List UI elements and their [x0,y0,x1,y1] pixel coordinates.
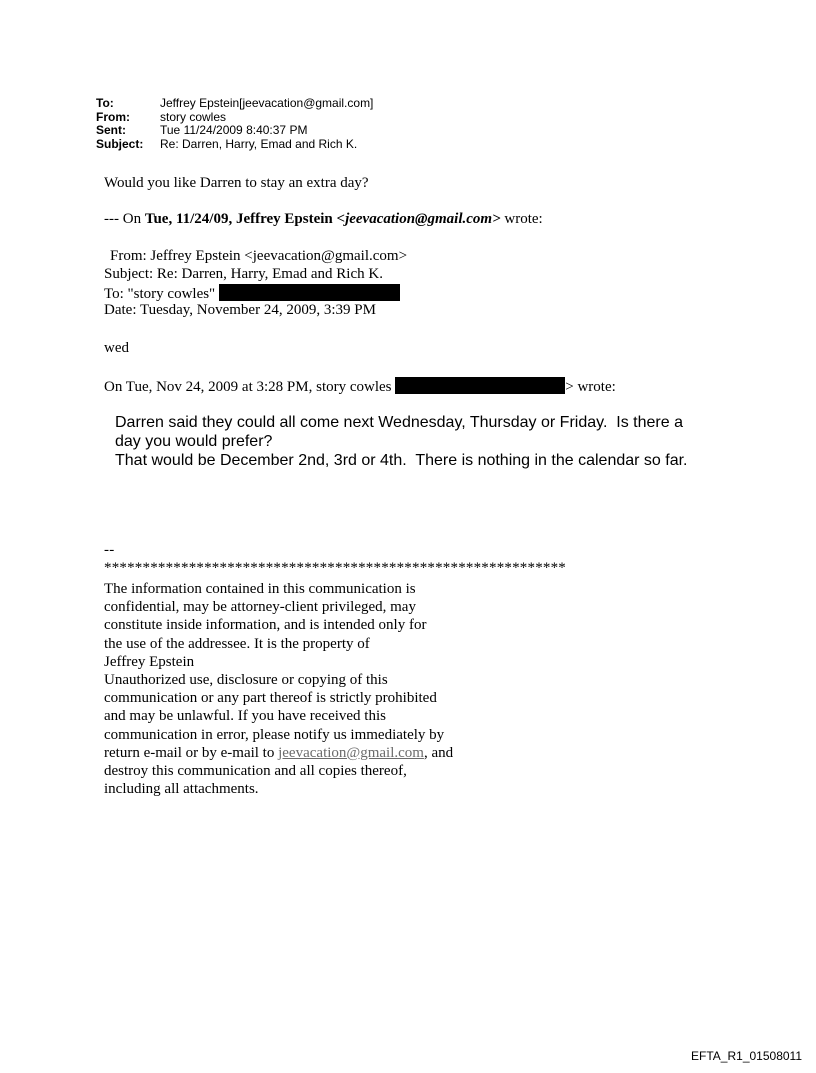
quoted-to [104,284,400,303]
header-to-row [96,97,373,111]
sent-label: Sent: [96,123,126,137]
quote-line-3: That would be December 2nd, 3rd or 4th. There is nothing in the calendar so far. [115,452,688,469]
disclaimer-line: and may be unlawful. If you have received this [104,708,386,725]
signature-dash: -- [104,542,115,558]
quote-line-2: day you would prefer? [115,433,273,450]
disclaimer-line: Unauthorized use, disclosure or copying of this [104,672,388,689]
to-value: Jeffrey Epstein[jeevacation@gmail.com] [160,96,374,110]
disclaimer-line-suffix: , and [423,744,454,761]
disclaimer-line: including all attachments. [104,781,259,798]
redaction-bar [395,377,565,394]
quoted-to-text: To: "story cowles" [104,286,216,302]
from-value: story cowles [160,109,227,124]
email-link[interactable]: jeevacation@gmail.com [278,744,424,761]
quoted-date: Date: Tuesday, November 24, 2009, 3:39 PM [104,302,376,318]
quoted-intro-bold: Tue, 11/24/09, Jeffrey Epstein [144,211,337,227]
subject-value: Re: Darren, Harry, Emad and Rich K. [160,136,358,151]
wed-text: wed [104,340,129,356]
disclaimer-line: the use of the addressee. It is the property of [104,635,370,652]
quoted-intro [104,211,543,228]
quoted-subject: Subject: Re: Darren, Harry, Emad and Rich K. [104,266,383,282]
signature-stars: ************************************************************ [104,560,566,576]
on-wrote-suffix: > wrote: [565,379,616,395]
sent-value: Tue 11/24/2009 8:40:37 PM [160,123,308,137]
header-sent-row [96,124,373,138]
disclaimer-line [104,744,504,762]
header-subject-row [96,138,373,152]
quoted-from: From: Jeffrey Epstein <jeevacation@gmail.com> [110,248,408,264]
on-wrote-line [104,377,616,396]
disclaimer-line: communication in error, please notify us immediately by [104,726,445,743]
quoted-message [115,413,715,470]
to-label: To: [96,96,114,110]
disclaimer-line: constitute inside information, and is intended only for [104,617,427,634]
quoted-intro-suffix: wrote: [500,211,543,227]
redaction-bar [219,284,400,301]
subject-label: Subject: [96,136,144,151]
reply-text: Would you like Darren to stay an extra day? [104,175,369,191]
disclaimer-line-prefix: return e-mail or by e-mail to [104,744,279,761]
disclaimer-line: The information contained in this communication is [104,581,416,597]
email-header [96,97,373,151]
disclaimer-line: Jeffrey Epstein [104,653,195,670]
disclaimer-line: confidential, may be attorney-client privileged, may [104,599,416,616]
header-from-row [96,111,373,125]
document-id: EFTA_R1_01508011 [691,1049,802,1063]
quoted-intro-email: <jeevacation@gmail.com> [336,211,501,227]
disclaimer-line: communication or any part thereof is strictly prohibited [104,690,437,707]
disclaimer [104,580,504,798]
quote-line-1: Darren said they could all come next Wednesday, Thursday or Friday. Is there a [115,414,683,431]
from-label: From: [96,109,130,124]
disclaimer-line: destroy this communication and all copies thereof, [104,763,407,780]
quoted-intro-prefix: --- On [104,211,145,227]
on-wrote-prefix: On Tue, Nov 24, 2009 at 3:28 PM, story cowles [104,379,396,395]
